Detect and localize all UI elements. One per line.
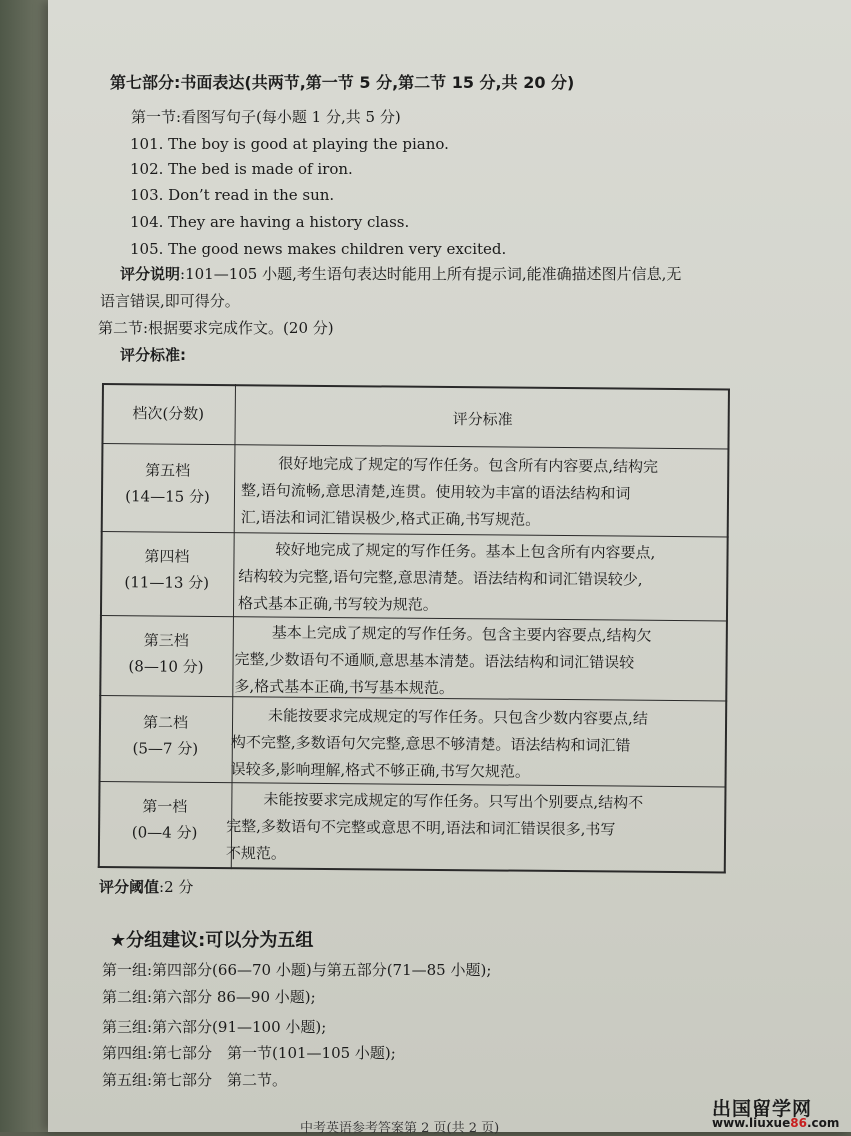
criteria-line: 多,格式基本正确,书写基本规范。 <box>234 677 454 698</box>
criteria-line: 汇,语法和词汇错误极少,格式正确,书写规范。 <box>240 508 541 529</box>
answer-103: 103. Don’t read in the sun. <box>130 186 335 204</box>
part7-heading: 第七部分:书面表达(共两节,第一节 5 分,第二节 15 分,共 20 分) <box>110 73 575 92</box>
header-level: 档次(分数) <box>132 404 205 423</box>
site-watermark-url <box>712 1116 839 1130</box>
row-criteria-1 <box>226 786 723 871</box>
group-item-2: 第二组:第六部分 86—90 小题); <box>102 988 316 1006</box>
threshold <box>99 877 193 897</box>
group-item-5: 第五组:第七部分 第二节。 <box>102 1071 288 1089</box>
level-name: 第五档 <box>145 461 191 480</box>
row-criteria-5 <box>241 450 726 535</box>
answer-101: 101. The boy is good at playing the piano. <box>130 135 449 153</box>
criteria-line: 完整,多数语句不完整或意思不明,语法和词汇错误很多,书写 <box>226 817 616 839</box>
criteria-line: 完整,少数语句不通顺,意思基本清楚。语法结构和词汇错误较 <box>234 650 635 672</box>
wm-url-highlight: 86 <box>790 1116 807 1130</box>
criteria-line: 较好地完成了规定的写作任务。基本上包含所有内容要点, <box>275 540 656 562</box>
answer-104: 104. They are having a history class. <box>130 213 410 231</box>
criteria-line: 格式基本正确,书写较为规范。 <box>238 594 438 614</box>
criteria-line: 基本上完成了规定的写作任务。包含主要内容要点,结构欠 <box>271 623 652 645</box>
criteria-line: 不规范。 <box>225 844 286 863</box>
wm-url-suffix: .com <box>806 1116 840 1130</box>
scoring-note-text: :101—105 小题,考生语句表达时能用上所有提示词,能准确描述图片信息,无 <box>180 265 682 283</box>
criteria-line: 很好地完成了规定的写作任务。包含所有内容要点,结构完 <box>278 454 659 476</box>
group-item-4: 第四组:第七部分 第一节(101—105 小题); <box>102 1044 396 1062</box>
scoring-note-line1 <box>120 264 681 284</box>
criteria-label: 评分标准: <box>120 346 186 364</box>
criteria-line: 整,语句流畅,意思清楚,连贯。使用较为丰富的语法结构和词 <box>240 481 631 503</box>
criteria-line: 结构较为完整,语句完整,意思清楚。语法结构和词汇错误较少, <box>238 567 643 589</box>
row-criteria-2 <box>231 702 724 787</box>
answer-105: 105. The good news makes children very excited. <box>130 240 507 258</box>
grouping-title: ★分组建议:可以分为五组 <box>110 930 314 951</box>
row-level-4 <box>100 543 233 596</box>
row-level-2 <box>99 709 232 762</box>
level-score: (8—10 分) <box>128 657 204 676</box>
wm-url-prefix: www.liuxue <box>712 1116 791 1130</box>
scoring-note-line2: 语言错误,即可得分。 <box>100 292 240 310</box>
criteria-line: 未能按要求完成规定的写作任务。只包含少数内容要点,结 <box>268 706 648 728</box>
group-item-1: 第一组:第四部分(66—70 小题)与第五部分(71—85 小题); <box>102 961 492 979</box>
row-level-3 <box>99 627 232 680</box>
site-watermark: 出国留学网 <box>712 1098 813 1120</box>
group-item-3: 第三组:第六部分(91—100 小题); <box>102 1018 327 1036</box>
row-criteria-4 <box>238 536 725 621</box>
level-score: (11—13 分) <box>124 573 210 592</box>
page-footer: 中考英语参考答案第 2 页(共 2 页) <box>300 1121 500 1136</box>
scoring-note-label: 评分说明 <box>120 265 181 283</box>
level-score: (0—4 分) <box>131 823 198 842</box>
level-score: (14—15 分) <box>125 487 210 506</box>
criteria-line: 未能按要求完成规定的写作任务。只写出个别要点,结构不 <box>263 790 644 812</box>
criteria-line: 误较多,影响理解,格式不够正确,书写欠规范。 <box>230 760 531 781</box>
section2-title: 第二节:根据要求完成作文。(20 分) <box>98 319 334 337</box>
threshold-label: 评分阈值 <box>99 878 160 896</box>
criteria-line: 构不完整,多数语句欠完整,意思不够清楚。语法结构和词汇错 <box>230 733 631 755</box>
row-level-1 <box>98 793 231 846</box>
row-criteria-3 <box>234 619 724 704</box>
level-score: (5—7 分) <box>132 739 199 758</box>
row-level-5 <box>101 457 234 510</box>
scoring-criteria-table <box>98 383 730 873</box>
section1-title: 第一节:看图写句子(每小题 1 分,共 5 分) <box>131 108 401 126</box>
answer-102: 102. The bed is made of iron. <box>130 160 353 178</box>
threshold-value: :2 分 <box>159 878 194 896</box>
level-name: 第三档 <box>143 631 189 650</box>
level-name: 第二档 <box>142 713 189 732</box>
header-criteria: 评分标准 <box>452 410 513 429</box>
level-name: 第四档 <box>144 547 190 566</box>
level-name: 第一档 <box>142 797 188 816</box>
